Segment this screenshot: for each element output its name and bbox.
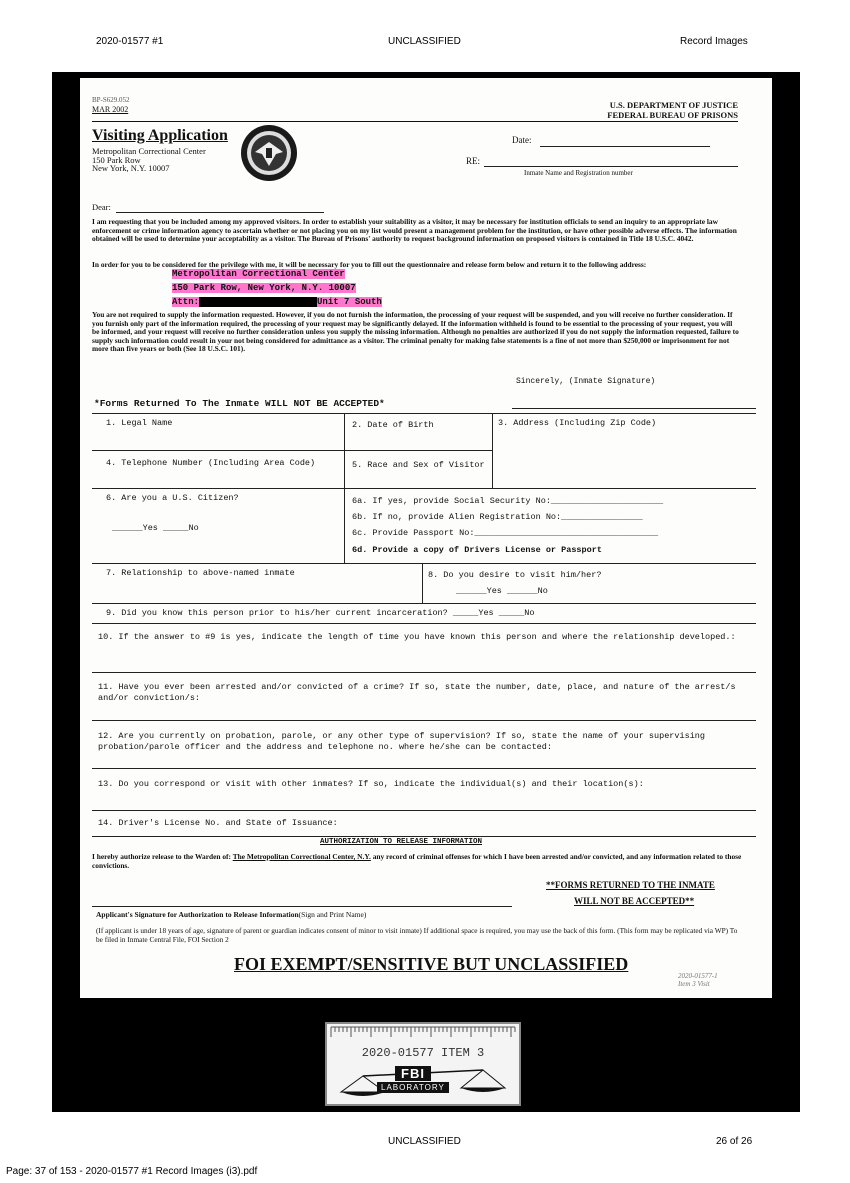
q8-desire-visit: 8. Do you desire to visit him/her? bbox=[428, 570, 602, 580]
not-required-paragraph bbox=[92, 311, 740, 354]
return-address bbox=[172, 267, 382, 309]
form-page bbox=[80, 78, 772, 998]
handwritten-note bbox=[678, 972, 718, 988]
address-line-1: Metropolitan Correctional Center bbox=[92, 146, 206, 156]
ruler-icon bbox=[327, 1026, 519, 1044]
header-right: Record Images bbox=[680, 36, 748, 47]
handwritten-line-2: Item 3 Visit bbox=[678, 980, 710, 988]
footer-page: 26 of 26 bbox=[716, 1136, 753, 1147]
not-required-body: However, if you do not furnish the information, the processing of your request will be suspended, and you will receive no further consideration. If you furnish only part of the information required, the processing of your request may be significantly delayed. If the information withheld is found to be essential to the processing of your request, you will be informed, and your request will receive no further consideration unless you supply the missing information. Although no penalties are authorized if you do not supply the information requested, failure to supply such information could result in your not being considered for admittance as a visitor. The criminal penalty for making false statements is a fine of not more than $250,000 or imprisonment for not more than five years or both (See 18 U.S.C. 101). bbox=[92, 310, 739, 354]
signature-label bbox=[96, 910, 366, 919]
handwritten-line-1: 2020-01577-1 bbox=[678, 972, 718, 980]
footer-center: UNCLASSIFIED bbox=[388, 1136, 461, 1147]
form-date: MAR 2002 bbox=[92, 105, 129, 114]
evidence-item-number: 2020-01577 ITEM 3 bbox=[361, 1046, 485, 1060]
doj-seal-icon bbox=[240, 124, 298, 182]
q7-relationship: 7. Relationship to above-named inmate bbox=[106, 568, 295, 578]
signature-label-rest: (Sign and Print Name) bbox=[298, 910, 367, 919]
q1-legal-name: 1. Legal Name bbox=[106, 418, 173, 428]
q6a-ssn: 6a. If yes, provide Social Security No:______________________ bbox=[352, 496, 664, 506]
forms-returned-line-1: **FORMS RETURNED TO THE INMATE bbox=[546, 880, 715, 890]
sincerely-label: Sincerely, (Inmate Signature) bbox=[516, 377, 656, 386]
unit-label: Unit 7 South bbox=[317, 297, 382, 307]
intro-paragraph: I am requesting that you be included among my approved visitors. In order to establish your suitability as a visitor, it may be necessary for institution officials to send an inquiry to an appropriate law enforcement or crime information agency to ascertain whether or not placing you on my list would present a management problem for the institution, or have other possible adverse effects. The information obtained will be used to determine your acceptability as a visitor. The Bureau of Prisons' authority to request background information on proposed visitors is contained in Title 18 U.S.C. 4042. bbox=[92, 217, 737, 244]
footnote: (If applicant is under 18 years of age, signature of parent or guardian indicates consent of minor to visit inmate) If additional space is required, you may use the back of this form. (This form may be replicated via WP) To be filed in Inmate Central File, FOI Section 2 bbox=[96, 926, 738, 944]
q6c-passport: 6c. Provide Passport No:____________________________________ bbox=[352, 528, 659, 538]
q8-yes-no: ______Yes ______No bbox=[456, 586, 548, 596]
q6b-alien-reg: 6b. If no, provide Alien Registration No:________________ bbox=[352, 512, 643, 522]
authorization-warden: The Metropolitan Correctional Center, N.Y. bbox=[232, 852, 371, 861]
instruction-paragraph: In order for you to be considered for the privilege with me, it will be necessary for you to fill out the questionnaire and release form below and return it to the following address: bbox=[92, 260, 647, 269]
q6-citizen: 6. Are you a U.S. Citizen? bbox=[106, 493, 239, 503]
forms-warning: *Forms Returned To The Inmate WILL NOT BE ACCEPTED* bbox=[94, 398, 385, 409]
authorization-title: AUTHORIZATION TO RELEASE INFORMATION bbox=[320, 838, 483, 846]
q14-drivers-license: 14. Driver's License No. and State of Issuance: bbox=[98, 818, 338, 828]
evidence-tag bbox=[325, 1022, 521, 1106]
q4-telephone: 4. Telephone Number (Including Area Code) bbox=[106, 458, 316, 468]
form-title: Visiting Application bbox=[92, 127, 228, 144]
q5-race-sex: 5. Race and Sex of Visitor bbox=[352, 460, 485, 470]
header-left: 2020-01577 #1 bbox=[96, 36, 164, 47]
q9-prior-knowledge: 9. Did you know this person prior to his/her current incarceration? _____Yes _____No bbox=[106, 608, 535, 618]
authorization-text-lead: I hereby authorize release to the Warden of: bbox=[92, 852, 231, 861]
forms-returned-line-2: WILL NOT BE ACCEPTED** bbox=[574, 896, 695, 906]
date-label: Date: bbox=[512, 135, 532, 145]
q6d-copy: 6d. Provide a copy of Drivers License or Passport bbox=[352, 545, 602, 555]
q11-arrested: 11. Have you ever been arrested and/or convicted of a crime? If so, state the number, date, place, and nature of the arrest/s and/or conviction/s: bbox=[98, 682, 736, 703]
foi-stamp: FOI EXEMPT/SENSITIVE BUT UNCLASSIFIED bbox=[234, 954, 629, 974]
address-line-3: New York, N.Y. 10007 bbox=[92, 163, 170, 173]
return-address-line-1: Metropolitan Correctional Center bbox=[172, 269, 345, 279]
q3-address: 3. Address (Including Zip Code) bbox=[498, 418, 657, 428]
dear-label: Dear: bbox=[92, 202, 111, 212]
q10-length-known: 10. If the answer to #9 is yes, indicate the length of time you have known this person and where the relationship developed.: bbox=[98, 632, 736, 642]
return-address-line-2: 150 Park Row, New York, N.Y. 10007 bbox=[172, 283, 356, 293]
q2-date-of-birth: 2. Date of Birth bbox=[352, 420, 434, 430]
laboratory-label: LABORATORY bbox=[377, 1082, 449, 1093]
q6-yes-no: ______Yes _____No bbox=[112, 523, 199, 533]
fbi-logo: FBI bbox=[395, 1066, 431, 1081]
authorization-text bbox=[92, 853, 742, 870]
not-required-lead: You are not required to supply the information requested. bbox=[92, 310, 274, 319]
q13-other-inmates: 13. Do you correspond or visit with other inmates? If so, indicate the individual(s) and their location(s): bbox=[98, 779, 644, 789]
authorization-text-rest: any record of criminal offenses for which I have been arrested and/or convicted, and any information related to those convictions. bbox=[92, 852, 742, 870]
re-label: RE: bbox=[466, 156, 481, 166]
q12-supervision: 12. Are you currently on probation, parole, or any other type of supervision? If so, state the name of your supervising probation/parole officer and the address and telephone no. where he/she can be contacted: bbox=[98, 731, 705, 752]
agency-line-1: U.S. DEPARTMENT OF JUSTICE bbox=[609, 100, 738, 110]
header-center: UNCLASSIFIED bbox=[388, 36, 461, 47]
attn-label: Attn: bbox=[172, 297, 200, 307]
signature-label-bold: Applicant's Signature for Authorization to Release Information bbox=[96, 910, 299, 919]
address-line-2: 150 Park Row bbox=[92, 154, 141, 165]
re-caption: Inmate Name and Registration number bbox=[524, 169, 633, 177]
form-number: BP-S629.052 bbox=[92, 96, 130, 104]
institution-address bbox=[92, 147, 206, 173]
footer-file: Page: 37 of 153 - 2020-01577 #1 Record Images (i3).pdf bbox=[6, 1166, 258, 1177]
redaction-box bbox=[199, 297, 317, 307]
agency-line-2: FEDERAL BUREAU OF PRISONS bbox=[607, 110, 738, 120]
